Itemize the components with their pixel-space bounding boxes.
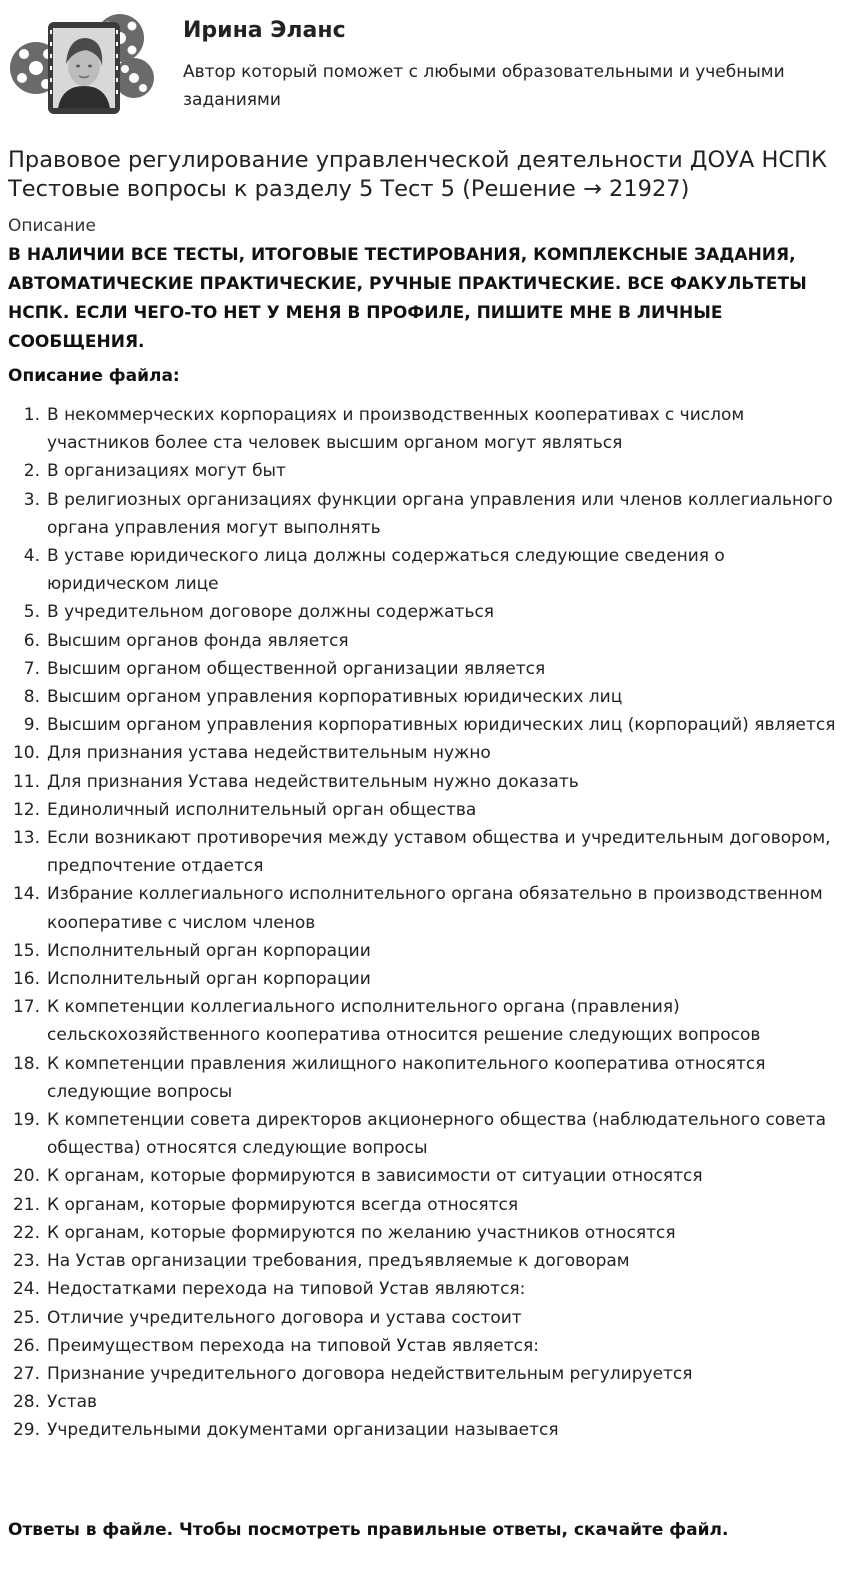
question-text: Высшим органом управления корпоративных юридических лиц	[47, 687, 623, 708]
question-text: К компетенции совета директоров акционерного общества (наблюдательного совета общества) относятся следующие вопросы	[47, 1110, 827, 1159]
question-list	[0, 401, 839, 1445]
question-text: Избрание коллегиального исполнительного органа обязательно в производственном кооперативе с числом членов	[47, 884, 823, 933]
question-item	[0, 1360, 839, 1388]
question-text: В учредительном договоре должны содержаться	[47, 602, 495, 623]
question-text: Исполнительный орган корпорации	[47, 969, 371, 990]
question-number: 16.	[12, 969, 40, 990]
question-text: Единоличный исполнительный орган общества	[47, 799, 477, 820]
film-reel-avatar-icon	[8, 8, 160, 124]
question-number: 4.	[23, 546, 40, 567]
question-number: 10.	[12, 743, 40, 764]
question-text: Преимуществом перехода на типовой Устав является:	[47, 1335, 539, 1356]
question-number: 19.	[12, 1110, 40, 1131]
question-number: 2.	[23, 461, 40, 482]
question-number: 24.	[12, 1279, 40, 1300]
description-label: Описание	[8, 216, 96, 236]
question-item	[0, 1247, 839, 1275]
question-text: К органам, которые формируются в зависимости от ситуации относятся	[47, 1166, 703, 1187]
question-text: Недостатками перехода на типовой Устав являются:	[47, 1279, 526, 1300]
question-number: 12.	[12, 799, 40, 820]
question-number: 7.	[23, 658, 40, 679]
question-item	[0, 739, 839, 767]
page-title: Правовое регулирование управленческой деятельности ДОУА НСПК Тестовые вопросы к разделу 5 Тест 5 (Решение → 21927)	[8, 147, 827, 202]
author-header	[8, 8, 839, 124]
question-text: Для признания устава недействительным нужно	[47, 743, 491, 764]
question-number: 18.	[12, 1053, 40, 1074]
question-item	[0, 880, 839, 936]
question-text: Для признания Устава недействительным нужно доказать	[47, 771, 579, 792]
question-text: В организациях могут быт	[47, 461, 286, 482]
question-item	[0, 796, 839, 824]
question-item	[0, 1219, 839, 1247]
question-text: К органам, которые формируются всегда относятся	[47, 1194, 519, 1215]
question-number: 23.	[12, 1251, 40, 1272]
description-text: В НАЛИЧИИ ВСЕ ТЕСТЫ, ИТОГОВЫЕ ТЕСТИРОВАНИЯ, КОМПЛЕКСНЫЕ ЗАДАНИЯ, АВТОМАТИЧЕСКИЕ ПРАКТИЧЕСКИЕ, РУЧНЫЕ ПРАКТИЧЕСКИЕ. ВСЕ ФАКУЛЬТЕТЫ НСПК. ЕСЛИ ЧЕГО-ТО НЕТ У МЕНЯ В ПРОФИЛЕ, ПИШИТЕ МНЕ В ЛИЧНЫЕ СООБЩЕНИЯ.	[8, 245, 807, 352]
question-item	[0, 627, 839, 655]
question-item	[0, 1050, 839, 1106]
question-item	[0, 655, 839, 683]
question-item	[0, 1416, 839, 1444]
question-item	[0, 1106, 839, 1162]
question-text: Высшим органом управления корпоративных юридических лиц (корпораций) является	[47, 715, 836, 736]
question-text: В религиозных организациях функции органа управления или членов коллегиального органа управления могут выполнять	[47, 489, 833, 538]
question-item	[0, 711, 839, 739]
question-number: 11.	[12, 771, 40, 792]
author-avatar[interactable]	[8, 8, 160, 124]
file-description-label: Описание файла:	[8, 366, 180, 386]
question-item	[0, 1191, 839, 1219]
question-item	[0, 965, 839, 993]
question-number: 13.	[12, 828, 40, 849]
question-text: Высшим органов фонда является	[47, 630, 349, 651]
question-item	[0, 768, 839, 796]
question-number: 28.	[12, 1392, 40, 1413]
question-text: Высшим органом общественной организации является	[47, 658, 546, 679]
question-text: Учредительными документами организации называется	[47, 1420, 559, 1441]
answers-note: Ответы в файле. Чтобы посмотреть правильные ответы, скачайте файл.	[8, 1520, 729, 1540]
question-text: На Устав организации требования, предъявляемые к договорам	[47, 1251, 630, 1272]
question-item	[0, 486, 839, 542]
question-number: 27.	[12, 1363, 40, 1384]
question-number: 14.	[12, 884, 40, 905]
question-number: 6.	[23, 630, 40, 651]
question-text: К органам, которые формируются по желанию участников относятся	[47, 1222, 676, 1243]
author-name[interactable]: Ирина Эланс	[183, 18, 346, 43]
question-number: 21.	[12, 1194, 40, 1215]
question-text: Признание учредительного договора недействительным регулируется	[47, 1363, 693, 1384]
question-text: Отличие учредительного договора и устава состоит	[47, 1307, 522, 1328]
question-number: 29.	[12, 1420, 40, 1441]
question-item	[0, 993, 839, 1049]
question-text: Устав	[47, 1392, 98, 1413]
question-item	[0, 937, 839, 965]
question-number: 26.	[12, 1335, 40, 1356]
question-item	[0, 1304, 839, 1332]
question-item	[0, 1162, 839, 1190]
question-number: 25.	[12, 1307, 40, 1328]
question-item	[0, 401, 839, 457]
question-number: 20.	[12, 1166, 40, 1187]
question-item	[0, 598, 839, 626]
question-number: 17.	[12, 997, 40, 1018]
question-text: Если возникают противоречия между уставом общества и учредительным договором, предпочтение отдается	[47, 828, 831, 877]
question-number: 9.	[23, 715, 40, 736]
question-item	[0, 824, 839, 880]
question-number: 3.	[23, 489, 40, 510]
question-number: 1.	[23, 405, 40, 425]
question-text: К компетенции коллегиального исполнительного органа (правления) сельскохозяйственного кооператива относится решение следующих вопросов	[47, 997, 761, 1046]
author-bio: Автор который поможет с любыми образовательными и учебными заданиями	[183, 62, 785, 110]
question-number: 8.	[23, 687, 40, 708]
question-item	[0, 1332, 839, 1360]
question-text: В уставе юридического лица должны содержаться следующие сведения о юридическом лице	[47, 546, 725, 595]
question-number: 22.	[12, 1222, 40, 1243]
question-text: В некоммерческих корпорациях и производственных кооперативах с числом участников более ста человек высшим органом могут являться	[47, 405, 745, 454]
question-text: Исполнительный орган корпорации	[47, 940, 371, 961]
question-item	[0, 457, 839, 485]
question-item	[0, 683, 839, 711]
question-number: 5.	[23, 602, 40, 623]
question-item	[0, 1388, 839, 1416]
question-item	[0, 1275, 839, 1303]
question-number: 15.	[12, 940, 40, 961]
question-item	[0, 542, 839, 598]
question-text: К компетенции правления жилищного накопительного кооператива относятся следующие вопросы	[47, 1053, 766, 1102]
